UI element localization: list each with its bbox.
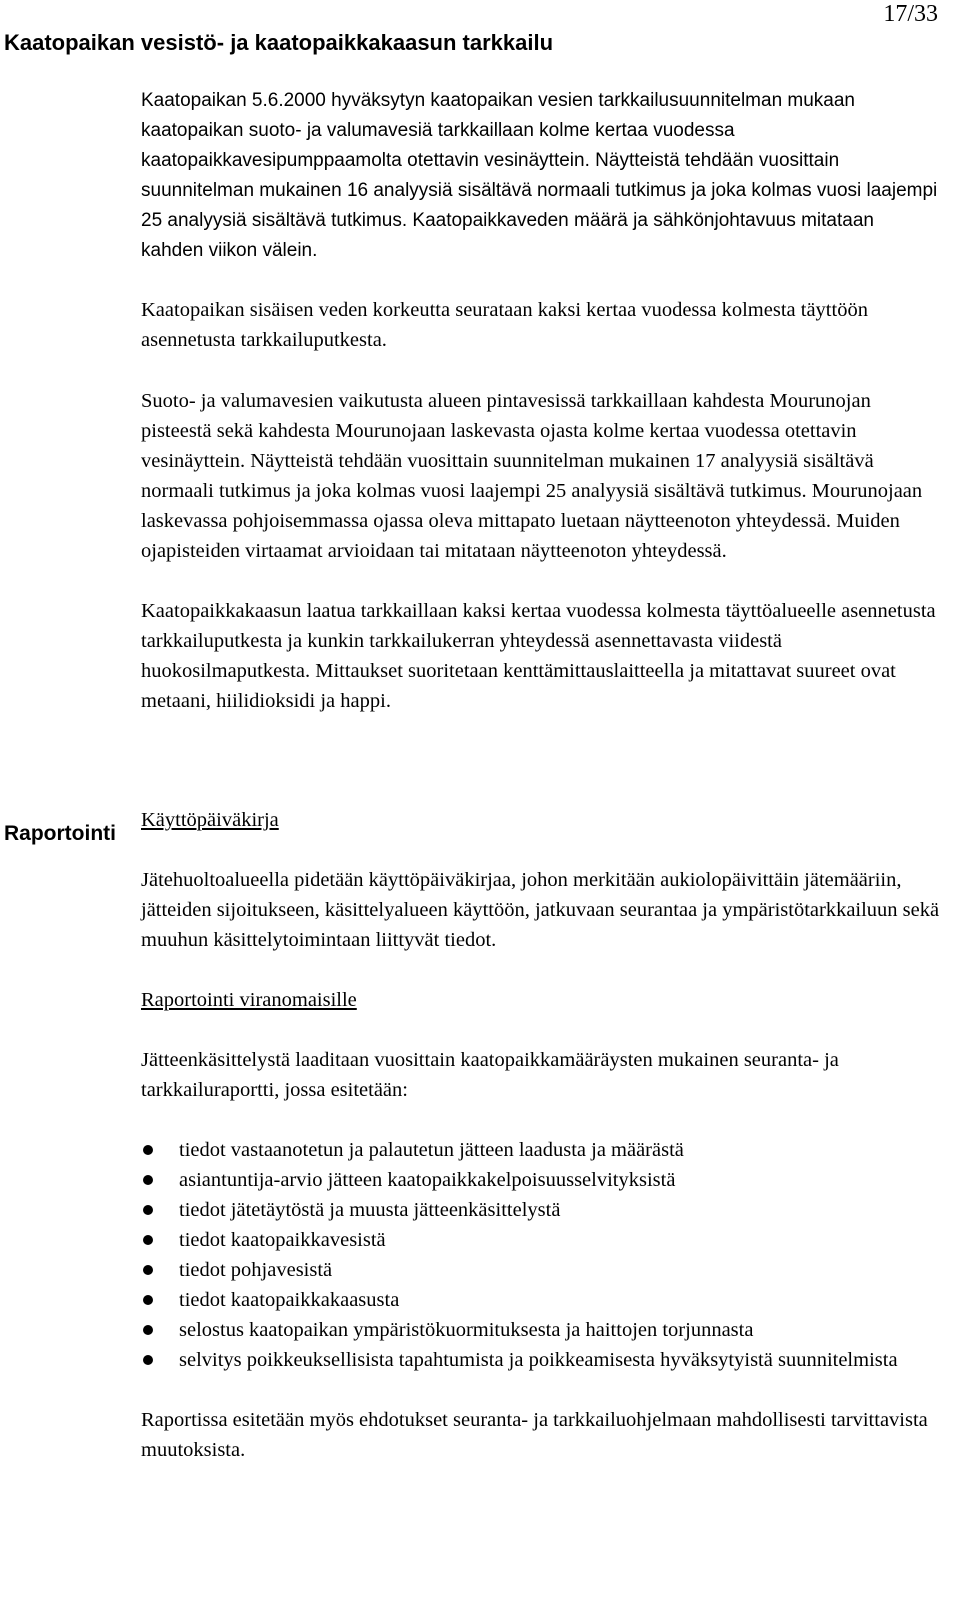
list-item-text: tiedot vastaanotetun ja palautetun jätteen laadusta ja määrästä: [179, 1139, 684, 1161]
bullet-icon: [143, 1325, 153, 1335]
list-item-text: tiedot pohjavesistä: [179, 1259, 333, 1281]
bullet-icon: [143, 1235, 153, 1245]
report-contents-list: [141, 1135, 941, 1375]
paragraph-landfill-gas-monitoring: Kaatopaikkakaasun laatua tarkkaillaan kaksi kertaa vuodessa kolmesta täyttöalueelle asennetusta tarkkailuputkesta ja kunkin tarkkailukerran yhteydessä asennettavasta viidestä huokosilmaputkesta. Mittaukset suoritetaan kenttämittauslaitteella ja mitattavat suureet ovat metaani, hiilidioksidi ja happi.: [141, 600, 936, 712]
bullet-icon: [143, 1265, 153, 1275]
section-title: Kaatopaikan vesistö- ja kaatopaikkakaasun tarkkailu: [4, 30, 554, 55]
list-item-text: tiedot jätetäytöstä ja muusta jätteenkäsittelystä: [179, 1199, 561, 1221]
list-item-text: asiantuntija-arvio jätteen kaatopaikkakelpoisuusselvityksistä: [179, 1169, 676, 1191]
list-item: [141, 1345, 941, 1375]
list-item-text: tiedot kaatopaikkakaasusta: [179, 1289, 400, 1311]
heading-raportointi-viranomaisille: Raportointi viranomaisille: [141, 989, 357, 1011]
list-item: [141, 1135, 941, 1165]
list-item: [141, 1225, 941, 1255]
paragraph-report-intro: Jätteenkäsittelystä laaditaan vuosittain kaatopaikkamääräysten mukainen seuranta- ja tarkkailuraportti, jossa esitetään:: [141, 1049, 839, 1101]
paragraph-surface-water-monitoring: Suoto- ja valumavesien vaikutusta alueen pintavesissä tarkkaillaan kahdesta Mourunojan pisteestä sekä kahdesta Mourunojaan laskevasta ojasta kolme kertaa vuodessa otettavin vesinäyttein. Näytteistä tehdään vuosittain suunnitelman mukainen 17 analyysiä sisältävä normaali tutkimus ja joka kolmas vuosi laajempi 25 analyysiä sisältävä tutkimus. Mourunojaan laskevassa pohjoisemmassa ojassa oleva mittapato luetaan näytteenoton yhteydessä. Muiden ojapisteiden virtaamat arvioidaan tai mitataan näytteenoton yhteydessä.: [141, 390, 923, 562]
list-item: [141, 1255, 941, 1285]
bullet-icon: [143, 1175, 153, 1185]
bullet-icon: [143, 1145, 153, 1155]
side-heading-raportointi: Raportointi: [4, 822, 116, 845]
list-item-text: selostus kaatopaikan ympäristökuormituksesta ja haittojen torjunnasta: [179, 1319, 754, 1341]
document-body: [141, 86, 941, 1465]
list-item: [141, 1165, 941, 1195]
paragraph-leachate-monitoring: Kaatopaikan 5.6.2000 hyväksytyn kaatopaikan vesien tarkkailusuunnitelman mukaan kaatopaikan suoto- ja valumavesiä tarkkaillaan kolme kertaa vuodessa kaatopaikkavesipumppaamolta otettavin vesinäyttein. Näytteistä tehdään vuosittain suunnitelman mukainen 16 analyysiä sisältävä normaali tutkimus ja joka kolmas vuosi laajempi 25 analyysiä sisältävä tutkimus. Kaatopaikkaveden määrä ja sähkönjohtavuus mitataan kahden viikon välein.: [141, 90, 938, 261]
bullet-icon: [143, 1295, 153, 1305]
heading-kayttopaivakirja: Käyttöpäiväkirja: [141, 809, 279, 831]
list-item: [141, 1195, 941, 1225]
list-item-text: selvitys poikkeuksellisista tapahtumista ja poikkeamisesta hyväksytyistä suunnitelmista: [179, 1349, 898, 1371]
list-item: [141, 1285, 941, 1315]
paragraph-internal-water-level: Kaatopaikan sisäisen veden korkeutta seurataan kaksi kertaa vuodessa kolmesta täyttöön asennetusta tarkkailuputkesta.: [141, 299, 868, 351]
list-item: [141, 1315, 941, 1345]
bullet-icon: [143, 1205, 153, 1215]
paragraph-report-closing: Raportissa esitetään myös ehdotukset seuranta- ja tarkkailuohjelmaan mahdollisesti tarvittavista muutoksista.: [141, 1409, 928, 1461]
paragraph-kayttopaivakirja: Jätehuoltoalueella pidetään käyttöpäiväkirjaa, johon merkitään aukiolopäivittäin jätemääriin, jätteiden sijoitukseen, käsittelyalueen käyttöön, jatkuvaan seurantaa ja ympäristötarkkailuun sekä muuhun käsittelytoimintaan liittyvät tiedot.: [141, 869, 940, 951]
list-item-text: tiedot kaatopaikkavesistä: [179, 1229, 386, 1251]
bullet-icon: [143, 1355, 153, 1365]
page-number: 17/33: [883, 1, 938, 27]
